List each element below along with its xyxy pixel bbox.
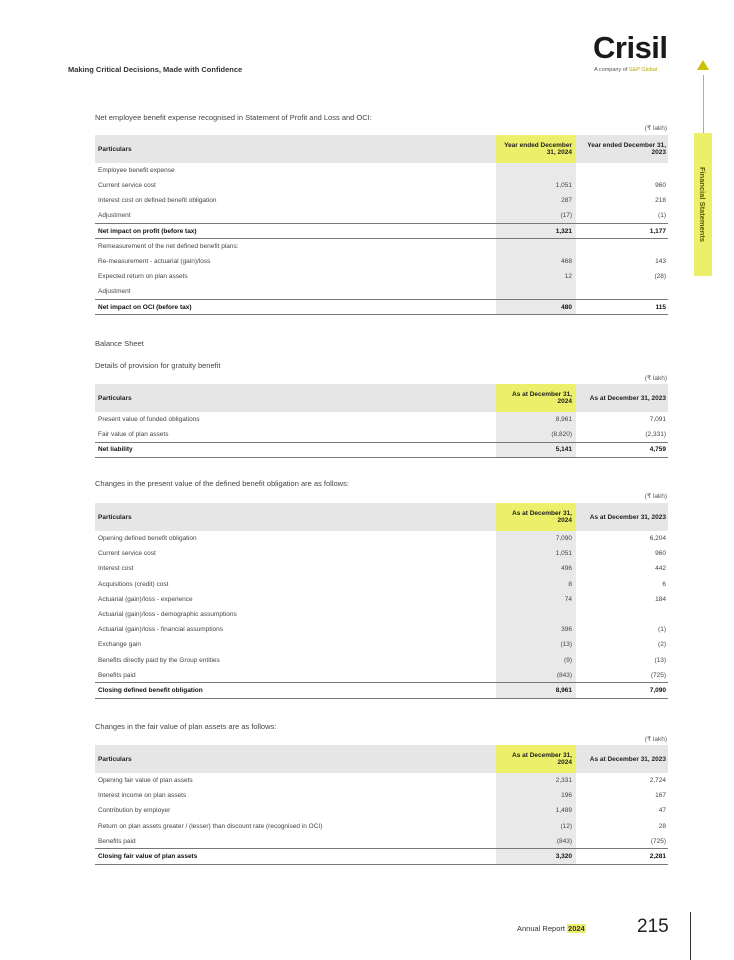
row-value-2: (13) — [654, 656, 666, 664]
report-year: 2024 — [568, 924, 585, 933]
table-row — [95, 834, 668, 849]
column-header-period-2: As at December 31, 2023 — [576, 384, 668, 412]
row-value-2: 184 — [655, 595, 666, 603]
row-value-2: 6,204 — [649, 535, 666, 543]
table-total-row — [95, 683, 668, 698]
row-label: Benefits paid — [98, 671, 136, 679]
row-label: Adjustment — [98, 288, 131, 296]
row-value-1: 468 — [496, 254, 576, 269]
table-header-row — [95, 745, 668, 773]
table-total-row — [95, 442, 668, 457]
column-header-period-2: As at December 31, 2023 — [576, 745, 668, 773]
unit-label-1: (₹ lakh) — [644, 125, 667, 132]
row-value-1: 480 — [496, 300, 576, 315]
row-value-1: 8,961 — [496, 683, 576, 698]
row-label: Closing fair value of plan assets — [95, 849, 496, 864]
row-label: Opening fair value of plan assets — [98, 777, 193, 785]
row-label: Exchange gain — [98, 641, 142, 649]
page-number: 215 — [637, 916, 669, 937]
column-header-period-1: As at December 31, 2024 — [496, 503, 576, 531]
footer-divider — [690, 912, 691, 960]
table-total-row — [95, 849, 668, 864]
gratuity-provision-table — [95, 384, 668, 458]
row-value-1 — [496, 607, 576, 622]
row-label: Current service cost — [98, 550, 156, 558]
row-value-1: 12 — [496, 269, 576, 284]
row-value-2: (1) — [658, 626, 666, 634]
row-value-1: 1,321 — [496, 224, 576, 239]
table-row — [95, 412, 668, 427]
section-title-2: Details of provision for gratuity benefit — [95, 361, 221, 370]
row-value-2: 143 — [655, 258, 666, 266]
column-header-period-2: As at December 31, 2023 — [576, 503, 668, 531]
row-value-1 — [496, 239, 576, 254]
row-value-1: 2,331 — [496, 773, 576, 788]
row-value-2: 7,091 — [649, 416, 666, 424]
row-value-2: (725) — [650, 671, 666, 679]
table-row — [95, 819, 668, 834]
side-tab-label: Financial Statements — [698, 166, 708, 243]
row-value-1: (843) — [496, 668, 576, 683]
employee-benefit-expense-table — [95, 135, 668, 315]
section-title-3: Changes in the present value of the defined benefit obligation are as follows: — [95, 479, 349, 488]
row-value-1: 396 — [496, 622, 576, 637]
table-row — [95, 637, 668, 652]
row-label: Net impact on OCI (before tax) — [95, 300, 496, 315]
table-row — [95, 239, 668, 254]
row-value-2: 218 — [655, 197, 666, 205]
row-value-1: 3,320 — [496, 849, 576, 864]
row-value-1: (13) — [496, 637, 576, 652]
row-value-1: 196 — [496, 788, 576, 803]
table-row — [95, 254, 668, 269]
row-value-1: 1,051 — [496, 178, 576, 193]
table-row — [95, 592, 668, 607]
row-value-1: 496 — [496, 561, 576, 576]
table-row — [95, 653, 668, 668]
table-row — [95, 209, 668, 224]
row-value-2 — [576, 285, 668, 300]
row-label: Opening defined benefit obligation — [98, 535, 197, 543]
column-header-period-1: As at December 31, 2024 — [496, 745, 576, 773]
row-label: Adjustment — [98, 212, 131, 220]
table-row — [95, 285, 668, 300]
row-value-2: 2,724 — [649, 777, 666, 785]
row-value-1 — [496, 285, 576, 300]
unit-label-4: (₹ lakh) — [644, 736, 667, 743]
unit-label-2: (₹ lakh) — [644, 375, 667, 382]
column-header-particulars: Particulars — [95, 135, 496, 163]
row-label: Interest cost on defined benefit obligation — [98, 197, 217, 205]
row-value-1: 8 — [496, 577, 576, 592]
row-label: Net impact on profit (before tax) — [95, 224, 496, 239]
side-divider-line — [703, 75, 704, 135]
row-value-2: 442 — [655, 565, 666, 573]
row-value-2: 115 — [576, 300, 668, 315]
row-value-2: (2) — [658, 641, 666, 649]
row-value-1: 8,961 — [496, 412, 576, 427]
row-value-2 — [576, 239, 668, 254]
row-value-2 — [576, 607, 668, 622]
section-title-4: Changes in the fair value of plan assets are as follows: — [95, 722, 277, 731]
table-row — [95, 269, 668, 284]
row-value-2: 7,090 — [576, 683, 668, 698]
row-value-2: 167 — [655, 792, 666, 800]
row-label: Benefits directly paid by the Group entities — [98, 656, 220, 664]
row-label: Employee benefit expense — [98, 167, 175, 175]
table-row — [95, 607, 668, 622]
table-row — [95, 531, 668, 546]
column-header-particulars: Particulars — [95, 503, 496, 531]
column-header-period-2: Year ended December 31, 2023 — [576, 135, 668, 163]
row-label: Net liability — [95, 442, 496, 457]
row-value-1: 1,489 — [496, 803, 576, 818]
row-label: Contribution by employer — [98, 807, 171, 815]
column-header-period-1: As at December 31, 2024 — [496, 384, 576, 412]
row-label: Acquisitions (credit) cost — [98, 580, 169, 588]
row-label: Present value of funded obligations — [98, 416, 200, 424]
balance-sheet-heading: Balance Sheet — [95, 339, 144, 348]
row-label: Remeasurement of the net defined benefit plans: — [98, 243, 239, 251]
report-label: Annual Report — [517, 924, 565, 933]
footer-report-label — [517, 924, 586, 933]
column-header-period-1: Year ended December 31, 2024 — [496, 135, 576, 163]
row-label: Actuarial (gain)/loss - experience — [98, 595, 193, 603]
column-header-particulars: Particulars — [95, 384, 496, 412]
table-row — [95, 178, 668, 193]
table-row — [95, 803, 668, 818]
row-label: Fair value of plan assets — [98, 431, 169, 439]
row-label: Benefits paid — [98, 837, 136, 845]
table-header-row — [95, 384, 668, 412]
table-row — [95, 773, 668, 788]
row-label: Return on plan assets greater / (lesser) than discount rate (recognised in OCI) — [98, 822, 323, 830]
row-value-2: 47 — [658, 807, 666, 815]
table-row — [95, 788, 668, 803]
table-row — [95, 546, 668, 561]
section-side-tab — [694, 133, 712, 276]
row-value-1: 74 — [496, 592, 576, 607]
plan-assets-table — [95, 745, 668, 865]
row-label: Interest cost — [98, 565, 134, 573]
row-value-1: (9) — [496, 653, 576, 668]
row-value-2: 960 — [655, 182, 666, 190]
row-value-1: (8,820) — [496, 427, 576, 442]
row-label: Actuarial (gain)/loss - demographic assumptions — [98, 611, 237, 619]
up-arrow-icon — [697, 60, 709, 70]
row-value-2: (725) — [650, 837, 666, 845]
column-header-particulars: Particulars — [95, 745, 496, 773]
table-row — [95, 668, 668, 683]
table-header-row — [95, 135, 668, 163]
row-value-2: (2,331) — [645, 431, 666, 439]
table-total-row — [95, 224, 668, 239]
row-value-2: (1) — [658, 212, 666, 220]
row-value-2: 28 — [658, 822, 666, 830]
row-label: Interest income on plan assets — [98, 792, 187, 800]
table-row — [95, 163, 668, 178]
row-value-1: (17) — [496, 209, 576, 224]
row-value-1: 5,141 — [496, 442, 576, 457]
logo-sub-brand: S&P Global — [628, 67, 658, 73]
table-total-row — [95, 300, 668, 315]
row-value-2: 960 — [655, 550, 666, 558]
row-label: Expected return on plan assets — [98, 273, 188, 281]
table-row — [95, 561, 668, 576]
unit-label-3: (₹ lakh) — [644, 493, 667, 500]
row-value-2: 1,177 — [576, 224, 668, 239]
row-label: Closing defined benefit obligation — [95, 683, 496, 698]
row-value-1 — [496, 163, 576, 178]
table-header-row — [95, 503, 668, 531]
row-value-2 — [576, 163, 668, 178]
row-label: Re-measurement - actuarial (gain)/loss — [98, 258, 211, 266]
table-row — [95, 427, 668, 442]
row-value-1: 287 — [496, 193, 576, 208]
row-value-1: 7,090 — [496, 531, 576, 546]
row-value-2: 2,281 — [576, 849, 668, 864]
row-value-1: (843) — [496, 834, 576, 849]
table-row — [95, 622, 668, 637]
row-label: Actuarial (gain)/loss - financial assumptions — [98, 626, 223, 634]
table-row — [95, 577, 668, 592]
logo-subtitle — [594, 67, 657, 73]
section-title-1: Net employee benefit expense recognised in Statement of Profit and Loss and OCI: — [95, 113, 372, 122]
company-logo: Crisil — [593, 30, 668, 65]
row-value-2: 4,759 — [576, 442, 668, 457]
table-row — [95, 193, 668, 208]
row-value-2: (28) — [654, 273, 666, 281]
row-value-2: 6 — [662, 580, 666, 588]
logo-sub-prefix: A company of — [594, 67, 628, 73]
row-value-1: 1,051 — [496, 546, 576, 561]
row-label: Current service cost — [98, 182, 156, 190]
row-value-1: (12) — [496, 819, 576, 834]
defined-benefit-obligation-table — [95, 503, 668, 699]
header-tagline: Making Critical Decisions, Made with Confidence — [68, 65, 243, 74]
